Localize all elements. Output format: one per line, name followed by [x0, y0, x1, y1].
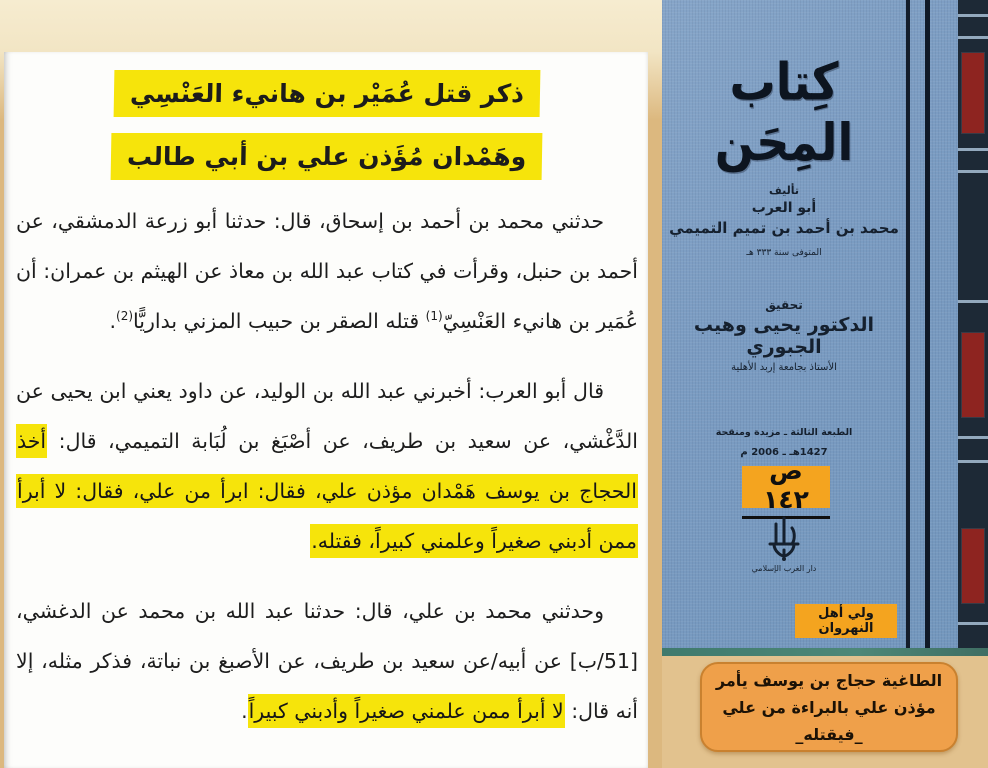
- edge-tick: [958, 148, 988, 151]
- book-page-edges: [958, 0, 988, 655]
- author-kunya: أبو العرب: [751, 200, 817, 216]
- paragraph-2-text: قال أبو العرب: أخبرني عبد الله بن الوليد، عن داود يعني ابن يحيى عن الدَّغْشي، عن سعيد بن طريف، عن أصْبَغ بن لُبَابة التميمي، قال:: [16, 379, 638, 453]
- footnote-marker-2: (2): [116, 309, 134, 324]
- edge-tick: [958, 36, 988, 39]
- paragraph-3: [16, 586, 638, 736]
- paragraph-3-text: وحدثني محمد بن علي، قال: حدثنا عبد الله بن محمد عن الدغشي، [51/ب] عن أبيه/عن سعيد بن طريف، عن الأصبغ بن نباتة، فذكر مثله، إلا أنه قال:: [16, 599, 638, 723]
- chapter-heading-line-2: وهَمْدان مُؤَذن علي بن أبي طالب: [111, 133, 543, 180]
- editor-name: الدكتور يحيى وهيب الجبوري: [693, 314, 875, 358]
- spine-red-label: [961, 528, 985, 604]
- publisher-block: [662, 514, 906, 573]
- editor-label: تحقيق: [765, 298, 803, 312]
- paragraph-1: [16, 196, 638, 346]
- nahrawan-stamp-badge: ولي أهل النهروان: [795, 604, 897, 638]
- publication-year: 1427هـ ـ 2006 م: [740, 447, 828, 458]
- cover-hinge-groove-1: [906, 0, 910, 655]
- highlighted-passage-1: أخذ الحجاج بن يوسف هَمْدان مؤذن علي، فقال: ابرأ من علي، فقال: لا أبرأ ممن أدبني صغيراً وعلمني كبيراً، فقتله.: [16, 424, 638, 558]
- book-title-calligraphy: كِتاب المِحَن: [714, 51, 854, 173]
- caption-line-3: _فيقتله_: [795, 724, 863, 744]
- paragraph-2: [16, 366, 638, 566]
- page-number-text: ص ١٤٢: [742, 456, 830, 519]
- spine-red-label: [961, 332, 985, 418]
- caption-box: [700, 662, 958, 752]
- edge-tick: [958, 170, 988, 173]
- publisher-logo-icon: [762, 514, 806, 562]
- highlighted-passage-2: لا أبرأ ممن علمني صغيراً وأدبني كبيراً: [248, 694, 565, 728]
- edge-tick: [958, 300, 988, 303]
- byline-label: تأليف: [769, 184, 799, 197]
- chapter-heading-line-1: ذكر قتل عُمَيْر بن هانيء العَنْسِي: [114, 70, 541, 117]
- cover-bottom-edge: [662, 648, 988, 656]
- edge-tick: [958, 14, 988, 17]
- page-body-text: [16, 196, 638, 736]
- edge-tick: [958, 436, 988, 439]
- author-full-name: محمد بن أحمد بن تميم التميمي: [669, 219, 899, 237]
- author-death-date: المتوفى سنة ٣٣٣ هـ: [746, 248, 822, 258]
- edge-tick: [958, 622, 988, 625]
- spine-red-label: [961, 52, 985, 134]
- scanned-page: [4, 52, 648, 768]
- footnote-marker-1: (1): [425, 309, 443, 324]
- publisher-name: دار الغرب الإسلامي: [751, 564, 817, 573]
- cover-hinge-groove-2: [925, 0, 930, 655]
- paragraph-1-period: .: [109, 309, 117, 333]
- paragraph-1-text-b: قتله الصقر بن حبيب المزني بداريًّا: [133, 309, 426, 333]
- cover-printed-area: [662, 0, 906, 655]
- paragraph-3-period: .: [241, 699, 248, 723]
- edge-tick: [958, 460, 988, 463]
- caption-line-2: مؤذن علي بالبراءة من علي: [722, 697, 936, 717]
- paragraph-1-text: حدثني محمد بن أحمد بن إسحاق، قال: حدثنا أبو زرعة الدمشقي، عن أحمد بن حنبل، وقرأت في كتاب عبد الله بن معاذ عن الهيثم بن عمران: أن عُمَير بن هانيء العَنْسِيّ: [16, 209, 638, 333]
- caption-line-1: الطاغية حجاج بن يوسف يأمر: [715, 670, 943, 690]
- editor-title: الأستاذ بجامعة إربد الأهلية: [731, 362, 837, 373]
- edition-statement: الطبعة الثالثة ـ مزيدة ومنقحة: [715, 427, 853, 438]
- chapter-heading: [16, 70, 638, 196]
- book-cover-photo: [662, 0, 988, 655]
- page-number-badge: [742, 455, 830, 514]
